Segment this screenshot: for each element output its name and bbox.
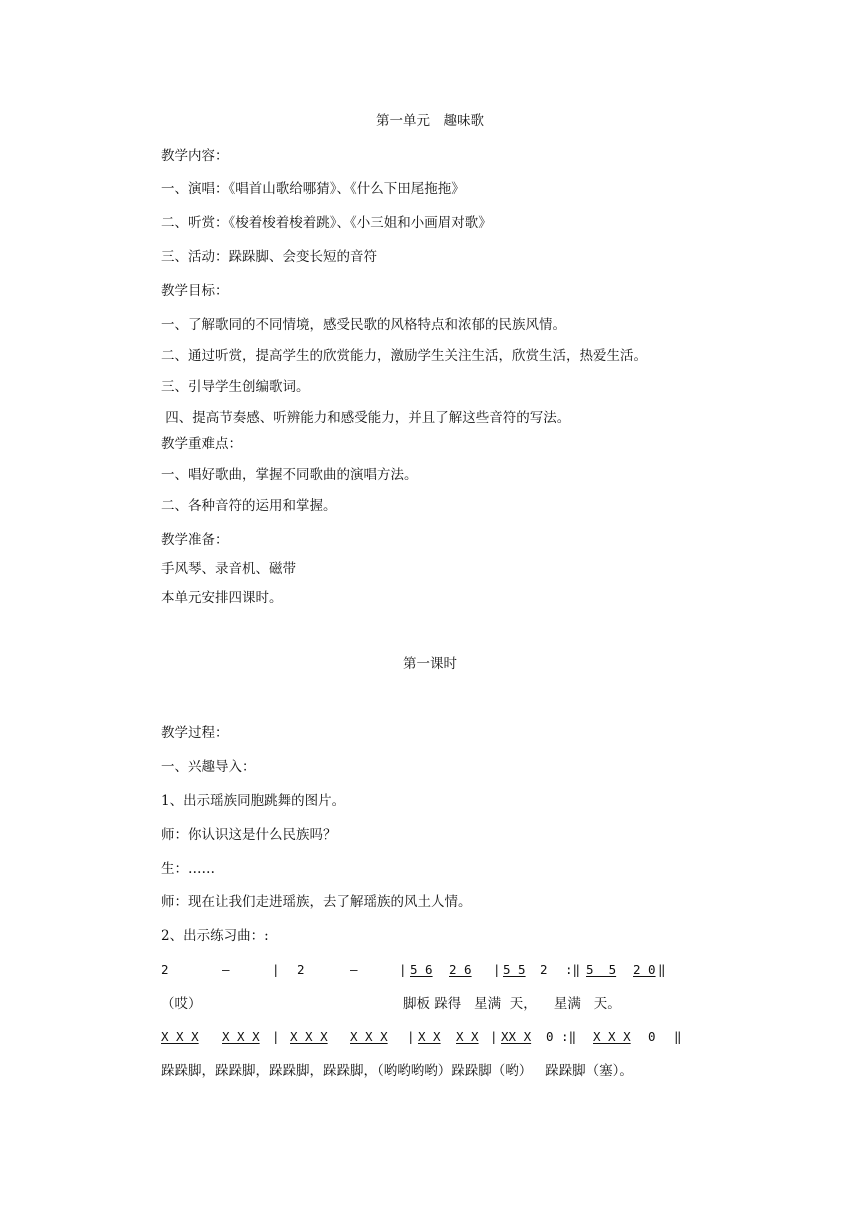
content-item: 二、听赏：《梭着梭着梭着跳》、《小三姐和小画眉对歌》 — [161, 215, 492, 231]
goal-item: 四、提高节奏感、听辨能力和感受能力，并且了解这些音符的写法。 — [161, 410, 571, 426]
lyrics-line-1-right: 脚板 跺得 星满 天， 星满 天。 — [403, 996, 621, 1012]
goals-heading: 教学目标： — [161, 283, 229, 299]
note-group: 5 5 — [586, 962, 617, 977]
unit-title: 第一单元 趣味歌 — [376, 113, 484, 129]
rhythm-group: XX X — [501, 1029, 532, 1044]
content-heading: 教学内容： — [161, 148, 229, 164]
rhythm-group: X X X — [161, 1029, 199, 1044]
process-step: 2、出示练习曲：: — [161, 928, 269, 944]
process-step: 师：现在让我们走进瑶族，去了解瑶族的风土人情。 — [161, 894, 472, 910]
process-heading: 教学过程： — [161, 725, 229, 741]
goal-item: 一、了解歌同的不同情境，感受民歌的风格特点和浓郁的民族风情。 — [161, 317, 566, 333]
note: 2 — [161, 962, 169, 977]
prep-heading: 教学准备： — [161, 532, 229, 548]
prep-item: 手风琴、录音机、磁带 — [161, 561, 296, 577]
process-step: 一、兴趣导入： — [161, 759, 256, 775]
rhythm-group: X X X — [222, 1029, 260, 1044]
bar-line: | — [493, 962, 501, 977]
note: 2 — [297, 962, 305, 977]
goal-item: 三、引导学生创编歌词。 — [161, 379, 310, 395]
lyrics-line-2: 跺跺脚，跺跺脚，跺跺脚，跺跺脚，（哟哟哟哟）跺跺脚（哟） 跺跺脚（塞）。 — [161, 1063, 633, 1079]
bar-line: | — [272, 962, 280, 977]
note: 2 — [540, 962, 548, 977]
schedule-note: 本单元安排四课时。 — [161, 590, 283, 606]
note-group: 2 0 — [633, 962, 656, 977]
bar-line: | — [272, 1029, 280, 1044]
key-heading: 教学重难点： — [161, 436, 242, 452]
rest: 0 — [648, 1029, 656, 1044]
end-bar: ‖ — [674, 1029, 682, 1044]
lesson-title: 第一课时 — [403, 656, 457, 672]
note-group: 2 6 — [449, 962, 472, 977]
bar-line: | — [407, 1029, 415, 1044]
process-step: 1、出示瑶族同胞跳舞的图片。 — [161, 793, 346, 809]
note-group: 5 5 — [503, 962, 526, 977]
rhythm-group: X X X — [290, 1029, 328, 1044]
rhythm-group: X X X — [593, 1029, 631, 1044]
content-item: 三、活动：跺跺脚、会变长短的音符 — [161, 249, 377, 265]
content-item: 一、演唱：《唱首山歌给哪猜》、《什么下田尾拖拖》 — [161, 181, 465, 197]
note-dash: — — [350, 962, 358, 977]
goal-item: 二、通过听赏，提高学生的欣赏能力，激励学生关注生活，欣赏生活，热爱生活。 — [161, 348, 647, 364]
rhythm-group: X X — [418, 1029, 441, 1044]
note-group: 5 6 — [410, 962, 433, 977]
repeat-sign: 0 :‖ — [546, 1029, 577, 1044]
key-point: 一、唱好歌曲，掌握不同歌曲的演唱方法。 — [161, 467, 418, 483]
bar-line: | — [399, 962, 407, 977]
process-step: 生：…… — [161, 861, 215, 877]
bar-line: | — [490, 1029, 498, 1044]
lyrics-line-1-left: （哎） — [161, 996, 202, 1012]
rhythm-group: X X X — [350, 1029, 388, 1044]
rhythm-group: X X — [456, 1029, 479, 1044]
end-bar: ‖ — [658, 962, 666, 977]
key-point: 二、各种音符的运用和掌握。 — [161, 498, 337, 514]
note-dash: — — [222, 962, 230, 977]
process-step: 师：你认识这是什么民族吗？ — [161, 827, 337, 843]
repeat-sign: :‖ — [565, 962, 581, 977]
